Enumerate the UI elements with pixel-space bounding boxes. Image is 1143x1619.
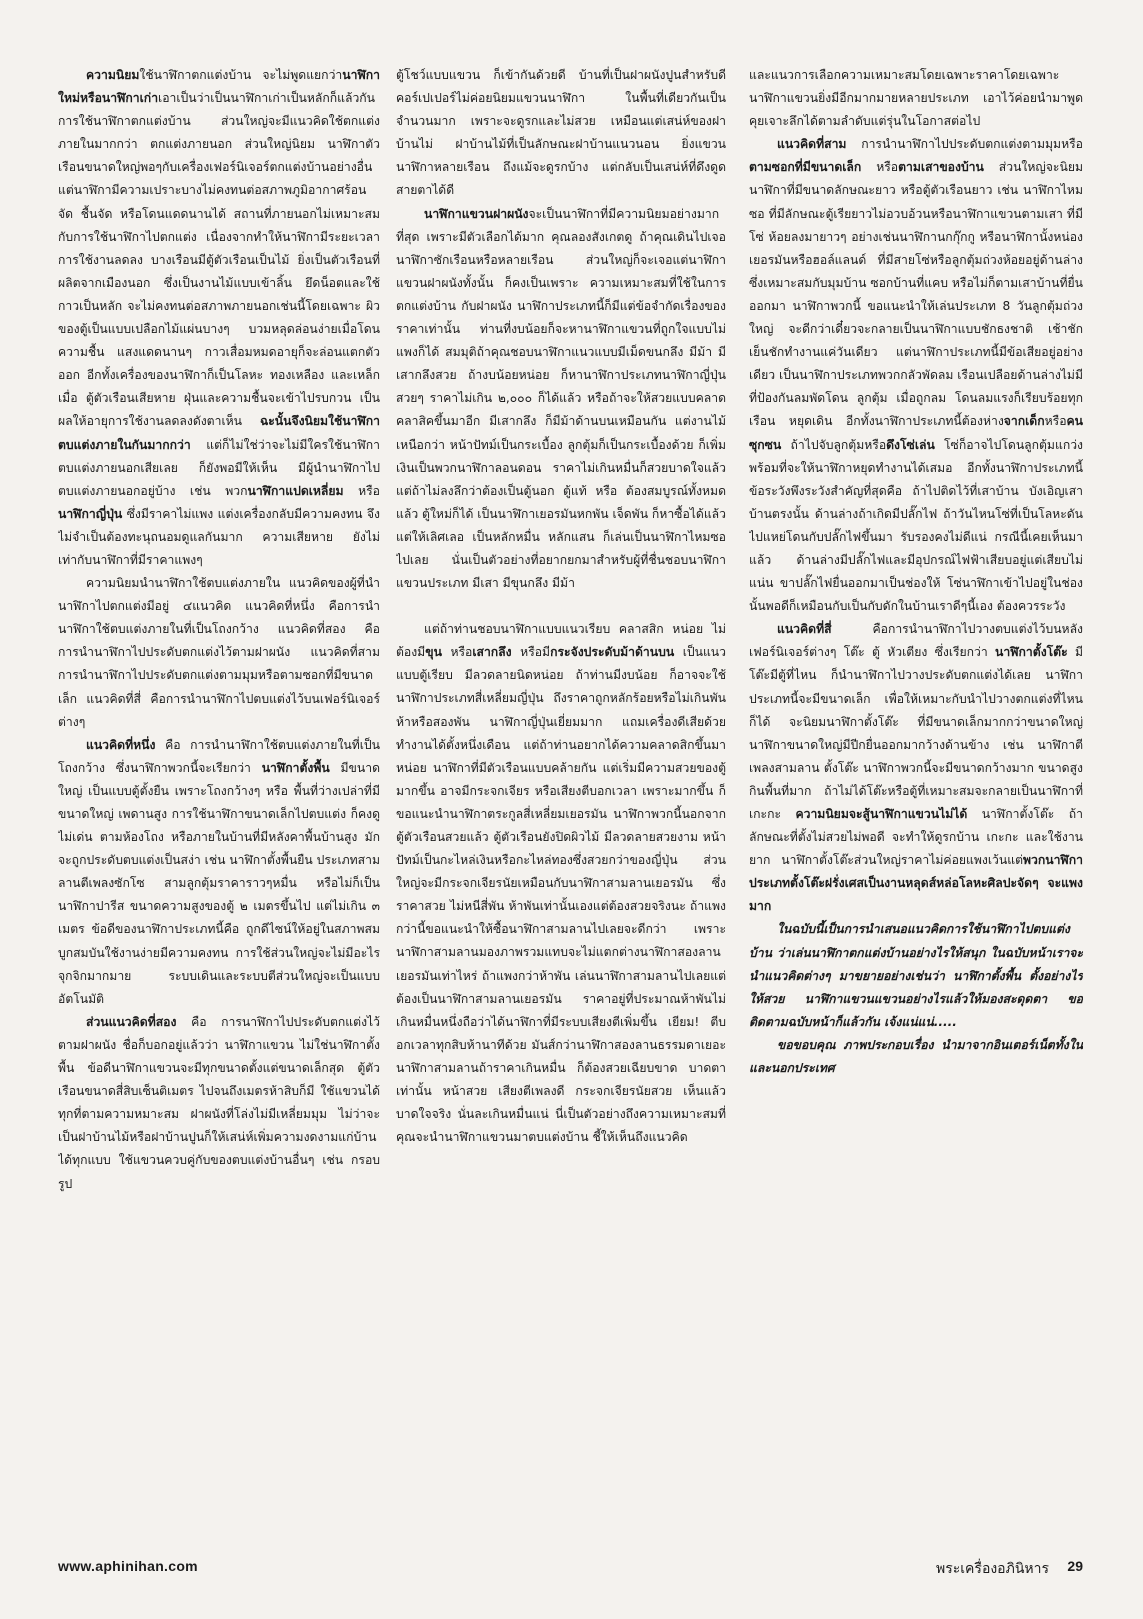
emphasis-text: กระจังประดับม้าด้านบน <box>550 645 675 660</box>
emphasis-text: ฉะนั้นจึงนิยมใช้นาฬิกาตบแต่งภายในกันมากกว่า <box>58 414 380 452</box>
paragraph <box>58 572 380 734</box>
emphasis-text: นาฬิกาแขวนฝาผนัง <box>424 206 529 221</box>
emphasis-text: นาฬิกาตั้งโต๊ะ <box>995 645 1068 660</box>
paragraph <box>396 64 726 203</box>
emphasis-text: แนวคิดที่หนึ่ง <box>86 737 156 752</box>
credits-paragraph <box>749 1034 1083 1080</box>
body-text: แต่ก็ไม่ใช่ว่าจะไม่มีใครใช้นาฬิกาตบแต่งภายนอกเสียเลย ก็ยังพอมีให้เห็น มีผู้นำนาฬิกาไปตบแต่งภายนอกอยู่บ้าง เช่น พวก <box>58 437 380 498</box>
paragraph <box>58 64 380 572</box>
emphasis-text: ตามเสาของบ้าน <box>898 160 984 175</box>
body-text: ใช้นาฬิกาตกแต่งบ้าน จะไม่พูดแยกว่า <box>139 68 343 82</box>
body-text: หรือ <box>1044 414 1067 429</box>
italic-text: ในฉบับนี้เป็นการนำเสนอแนวคิดการใช้นาฬิกาไปตบแต่งบ้าน ว่าเล่นนาฬิกาตกแต่งบ้านอย่างไรให้สนุก ในฉบับหน้าเราจะนำแนวคิดต่างๆ มาขยายอย่างเช่นว่า นาฬิกาตั้งพื้น ตั้งอย่างไรให้สวย นาฬิกาแขวนแขวนอย่างไรแล้วให้มองสะดุดตา ขอติดตามฉบับหน้าก็แล้วกัน เจ้งแน่แน่..... <box>749 922 1083 1029</box>
closing-paragraph <box>749 918 1083 1033</box>
emphasis-text: แนวคิดที่สี่ <box>777 622 832 637</box>
emphasis-text: นาฬิกาญี่ปุ่น <box>58 506 123 521</box>
body-text: หรือ <box>441 645 473 660</box>
emphasis-text: จากเด็ก <box>1003 414 1045 429</box>
body-text: ความนิยมนำนาฬิกาใช้ตบแต่งภายใน แนวคิดของผู้ที่นำนาฬิกาไปตกแต่งมีอยู่ ๔แนวคิด แนวคิดที่หนึ่ง คือการนำนาฬิกาใช้ตบแต่งภายในที่เป็นโถงกว้าง แนวคิดที่สอง คือ การนำนาฬิกาไปประดับตกแต่งไว้ตามฝาผนัง แนวคิดที่สาม การนำนาฬิกาไปประดับตกแต่งตามมุมหรือตามซอกที่มีขนาดเล็ก แนวคิดที่สี่ คือการนำนาฬิกาไปตบแต่งไว้บนเฟอร์นิเจอร์ต่างๆ <box>58 576 380 729</box>
body-text: คือการนำนาฬิกาไปวางตบแต่งไว้บนหลังเฟอร์นิเจอร์ต่างๆ โต๊ะ ตู้ หัวเตียง ซึ่งเรียกว่า <box>749 622 1083 660</box>
emphasis-text: นาฬิกาแปดเหลี่ยม <box>247 483 344 498</box>
emphasis-text: นาฬิกาใหม่หรือนาฬิกาเก่า <box>58 68 380 106</box>
body-text: คือ การนาฬิกาไปประดับตกแต่งไว้ตามฝาผนัง ชื่อก็บอกอยู่แล้วว่า นาฬิกาแขวน ไม่ใช่นาฬิกาตั้งพื้น ข้อดีนาฬิกาแขวนจะมีทุกขนาดตั้งแต่ขนาดเล็กสุด ตู้ตัวเรือนขนาดสี่สิบเซ็นติเมตร ไปจนถึงเมตรห้าสิบก็มี ใช้แขวนได้ทุกที่ตามความหมาะสม ฝาผนังที่โล่งไม่มีเหลี่ยมมุม ไม่ว่าจะเป็นฝาบ้านไม้หรือฝาบ้านปูนก็ให้เสน่ห์เพิ่มความงดงามแก่บ้านได้ทุกแบบ ใช้แขวนควบคู่กับของตบแต่งบ้านอื่นๆ เช่น กรอบรูป <box>58 1014 380 1191</box>
body-text: ถ้าไปจับลูกตุ้มหรือ <box>781 437 887 452</box>
article-column-2 <box>396 64 726 1554</box>
emphasis-text: ดึงโซ่เล่น <box>886 437 935 452</box>
paragraph <box>58 1011 380 1196</box>
body-text: มีโต๊ะมีตู้ที่ไหน ก็นำนาฬิกาไปวางประดับตกแต่งได้เลย นาฬิกาประเภทนี้จะมีขนาดเล็ก เพื่อให้เหมาะกับนำไปวางตกแต่งที่ไหนก็ได้ จะนิยมนาฬิกาตั้งโต๊ะ ที่มีขนาดเล็กมากกว่าขนาดใหญ่ นาฬิกาขนาดใหญ่มีปีกยื่นออกมากว้างด้านข้าง เช่น นาฬิกาตีเพลงสามลาน ตั้งโต๊ะ นาฬิกาพวกนี้จะมีขนาดกว้างมาก ขนาดสูง กินพื้นที่มาก ถ้าไม่ได้โต๊ะหรือตู้ที่เหมาะสมจะกลายเป็นนาฬิกาที่เกะกะ <box>749 645 1083 821</box>
page-number: 29 <box>1067 1558 1083 1574</box>
page-footer <box>58 1558 1083 1582</box>
body-text: การนำนาฬิกาไปประดับตกแต่งตามมุมหรือ <box>846 137 1083 152</box>
paragraph <box>396 203 726 596</box>
website-url[interactable]: www.aphinihan.com <box>58 1558 198 1574</box>
body-text: ส่วนใหญ่จะนิยมนาฬิกาที่มีขนาดลักษณะยาว หรือตู้ตัวเรือนยาว เช่น นาฬิกาไหมซอ ที่มีลักษณะตู้เรียยาวไม่อวบอ้วนหรือนาฬิกาแขวนตามเสา ที่มีโซ่ ห้อยลงมายาวๆ อย่างเช่นนาฬิกานกกุ๊กกู หรือนาฬิกานั้งหน่องเยอรมันหรือฮอล์แลนด์ ที่มีสายโซ่หรือลูกตุ้มถ่วงห้อยอยู่ด้านล่าง ซึ่งเหมาะสมกับมุมบ้าน ซอกบ้านที่แคบ หรือไม่ก็ตามเสาบ้านที่ยื่นออกมา นาฬิกาพวกนี้ ขอแนะนำให้เล่นประเภท 8 วันลูกตุ้มถ่วงใหญ่ จะดีกว่าเดี๋ยวจะกลายเป็นนาฬิกาแบบชักธงชาติ เช้าชัก เย็นชักทำงานแค่วันเดียว แต่นาฬิกาประเภทนี้มีข้อเสียอยู่อย่างเดียว เป็นนาฬิกาประเภทพวกกลัวพัดลม เรือนเปลือยด้านล่างไม่มีที่ป้องกันลมพัดโดน ลูกตุ้ม เมื่อถูกลม โดนลมแรงก็เรียบร้อยทุกเรือน หยุดเดิน อีกทั้งนาฬิกาประเภทนี้ต้องห่าง <box>749 160 1083 429</box>
article-column-3 <box>749 64 1083 1554</box>
article-column-1 <box>58 64 380 1554</box>
body-text: คือ การนำนาฬิกาใช้ตบแต่งภายในที่เป็นโถงกว้าง ซึ่งนาฬิกาพวกนี้จะเรียกว่า <box>58 737 380 775</box>
body-text: จะเป็นนาฬิกาที่มีความนิยมอย่างมากที่สุด เพราะมีตัวเลือกได้มาก คุณลองสังเกตดู ถ้าคุณเดินไปเจอนาฬิกาซักเรือนหรือหลายเรือน ส่วนใหญ่ก็จะเจอแต่นาฬิกาแขวนฝาผนังทั้งนั้น ก็คงเป็นเพราะ ความเหมาะสมที่ใช้ในการตกแต่งบ้าน กับฝาผนัง นาฬิกาประเภทนี้ก็มีแต่ข้อจำกัดเรื่องของ ราคาเท่านั้น ท่านที่งบน้อยก็จะหานาฬิกาแขวนที่ถูกใจแบบไม่แพงก็ได้ สมมุติถ้าคุณชอบนาฬิกาแนวแบบมีเม็ดขนกลึง มีม้า มีเสากลึงสวย ถ้างบน้อยหน่อย ก็หานาฬิกาประเภทนาฬิกาญี่ปุ่นสวยๆ ราคาไม่เกิน ๒,๐๐๐ ก็ได้แล้ว หรือถ้าจะให้สวยแบบคลาดคลาสิคขึ้นมาอีก มีเสากลึง ก็มีม้าด้านบนเหมือนกัน แต่งานไม้เหนือกว่า หน้าปัทม์เป็นกระเบื้อง ลูกตุ้มก็เป็นกระเบื้องด้วย ก็เพิ่มเงินเป็นพวกนาฬิกาลอนดอน ราคาไม่เกินหมื่นก็สวยบาดใจแล้ว แต่ถ้าไม่ลงลึกว่าต้องเป็นตู้นอก ตู้แท้ หรือ ต้องสมบูรณ์ทั้งหมดแล้ว ตู้ใหม่ก็ได้ เป็นนาฬิกาเยอรมันหกพัน เจ็ดพัน ก็หาซื้อได้แล้ว แต่ให้เลิศเลอ เป็นหลักหมื่น หลักแสน ก็เล่นเป็นนาฬิกาไหมซอไปเลย นั่นเป็นตัวอย่างที่อยากยกมาสำหรับผู้ที่ชื่นชอบนาฬิกาแขวนประเภท มีเสา มีขุนกลึง มีม้า <box>396 206 726 591</box>
body-text: หรือมี <box>511 645 551 660</box>
paragraph <box>749 133 1083 618</box>
body-text: หรือ <box>343 483 380 498</box>
emphasis-text: ขุน <box>425 645 442 660</box>
italic-text: ขอขอบคุณ ภาพประกอบเรื่อง นำมาจากอินเตอร์เน็ตทั้งในและนอกประเทศ <box>749 1037 1083 1076</box>
emphasis-text: นาฬิกาตั้งพื้น <box>261 760 330 775</box>
body-text: เอาเป็นว่าเป็นนาฬิกาเก่าเป็นหลักก็แล้วกัน การใช้นาฬิกาตกแต่งบ้าน ส่วนใหญ่จะมีแนวคิดใช้ตกแต่งภายในมากกว่า ตกแต่งภายนอก ส่วนใหญ่นิยม นาฬิกาตัวเรือนขนาดใหญ่พอๆกับเครื่องเฟอร์นิเจอร์ตกแต่งบ้านอย่างอื่น แต่นาฬิกามีความเปราะบางไม่คงทนต่อสภาพภูมิอากาศร้อนจัด ชื้นจัด หรือโดนแดดนานได้ สถานที่ภายนอกไม่เหมาะสมกับการใช้นาฬิกาไปตกแต่ง เนื่องจากทำให้นาฬิกามีระยะเวลาการใช้งานลดลง บางเรือนมีตู้ตัวเรือนเป็นไม้ ยิ่งเป็นตัวเรือนที่ผลิตจากเมืองนอก ซึ่งเป็นงานไม้แบบเข้าลิ้น ยึดน็อตและใช้กาวเป็นหลัก จะไม่คงทนต่อสภาพภายนอกเช่นนี้โดยเฉพาะ ผิวของตู้เป็นแบบเปลือกไม้แผ่นบางๆ บวมหลุดล่อนง่ายเมื่อโดนความชื้น แสงแดดนานๆ กาวเสื่อมหมดอายุก็จะล่อนแตกตัวออก อีกทั้งเครื่องของนาฬิกาก็เป็นโลหะ ทองเหลือง และเหล็ก เมื่อ ตู้ตัวเรือนเสียหาย ฝุ่นและความชื้นจะเข้าไปรบกวน เป็นผลให้อายุการใช้งานลดลงดังตาเห็น <box>58 91 380 429</box>
paragraph <box>58 734 380 1011</box>
emphasis-text: แนวคิดที่สาม <box>777 137 847 152</box>
body-text: โซ่ก็อาจไปโดนลูกตุ้มแกว่งพร้อมที่จะให้นาฬิกาหยุดทำงานได้เสมอ อีกทั้งนาฬิกาประเภทนี้ข้อระวังพึงระวังสำคัญที่สุดคือ ถ้าไปติดไว้ที่เสาบ้าน บังเอิญเสาบ้านตรงนั้น ด้านล่างถ้าเกิดมีปลั๊กไฟ ถ้าวันไหนโซ่ที่เป็นโลหะดันไปแหย่โดนกับปลั๊กไฟขึ้นมา รับรองคงไม่ดีแน่ กรณีนี้เคยเห็นมาแล้ว ด้านล่างมีปลั๊กไฟและมีอุปกรณ์ไฟฟ้าเสียบอยู่แต่เสียบไม่แน่น ขาปลั๊กไฟยื่นออกมาเป็นช่องให้ โซ่นาฬิกาเข้าไปอยู่ในช่องนั้นพอดีก็เหมือนกับเป็นกับดักในบ้านเราดีๆนี้เอง ต้องควรระวัง <box>749 437 1083 614</box>
body-text: และแนวการเลือกความเหมาะสมโดยเฉพาะราคาโดยเฉพาะนาฬิกาแขวนยิ่งมีอีกมากมายหลายประเภท เอาไว้ค่อยนำมาพูดคุยเจาะลึกได้ตามลำดับแต่รุ่นในโอกาสต่อไป <box>749 68 1083 129</box>
emphasis-text: ตามซอกที่มีขนาดเล็ก <box>749 160 862 175</box>
paragraph <box>396 618 726 1149</box>
body-text: ตู้โชว์แบบแขวน ก็เข้ากันด้วยดี บ้านที่เป็นฝาผนังปูนสำหรับดีคอร์เปเปอร์ไม่ค่อยนิยมแขวนนาฬิกา ในพื้นที่เดียวกันเป็นจำนวนมาก เพราะจะดูรกและไม่สวย เหมือนแต่เสน่ห์ของฝาบ้านไม่ ฝาบ้านไม้ที่เป็นลักษณะฝาบ้านแนวนอน ยิ่งแขวนนาฬิกาหลายเรือน ถึงแม้จะดูรกบ้าง แต่กลับเป็นเสน่ห์ที่ดึงดูดสายตาได้ดี <box>396 68 726 198</box>
emphasis-text: พวกนาฬิกาประเภทตั้งโต๊ะฝรั่งเศสเป็นงานหลุดส์หล่อโลหะศิลปะจัดๆ จะแพงมาก <box>749 853 1083 914</box>
emphasis-text: ส่วนแนวคิดที่สอง <box>86 1014 177 1029</box>
emphasis-text: ความนิยมจะสู้นาฬิกาแขวนไม่ได้ <box>795 807 968 821</box>
paragraph <box>749 618 1083 918</box>
body-text: มีขนาดใหญ่ เป็นแบบตู้ตั้งยืน เพราะโถงกว้างๆ หรือ พื้นที่ว่างเปล่าที่มีขนาดใหญ่ เพดานสูง การใช้นาฬิกาขนาดเล็กไปตบแต่ง ก็คงดูไม่เด่น ตามห้องโถง หรือภายในบ้านที่มีหลังคาพื้นบ้านสูง มักจะถูกประดับตบแต่งเป็นสง่า เช่น นาฬิกาตั้งพื้นยืน ประเภทสามลานตีเพลงซักโซ สามลูกตุ้มราคาราวๆหมื่น หรือไม่ก็เป็นนาฬิกาปารีส ขนาดความสูงของตู้ ๒ เมตรขึ้นไป แต่ไม่เกิน ๓ เมตร ข้อดีของนาฬิกาประเภทนี้คือ ถูกดีไซน์ให้อยู่ในสภาพสมบูกสมบันใช้งานง่ายมีความคงทน การใช้ส่วนใหญ่จะไม่มีอะไรจุกจิกมากมาย ระบบเดินและระบบตีส่วนใหญ่จะเป็นแบบอัตโนมัติ <box>58 760 380 1006</box>
magazine-name: พระเครื่องอภินิหาร <box>936 1560 1049 1576</box>
body-text: หรือ <box>861 160 899 175</box>
body-text: ซึ่งมีราคาไม่แพง แต่งเครื่องกลับมีความคงทน จึงไม่จำเป็นต้องทะนุถนอมดูแลกันมาก ความเสียหาย ยังไม่เท่ากับนาฬิกาที่มีราคาแพงๆ <box>58 506 380 567</box>
body-text: เป็นแนวแบบตู้เรียบ มีลวดลายนิดหน่อย ถ้าท่านมีงบน้อย ก็อาจจะใช้นาฬิกาประเภทสี่เหลี่ยมญี่ปุ่น ถึงราคาถูกหลักร้อยหรือไม่เกินพันห้าหรือสองพัน นาฬิกาญี่ปุ่นเยี่ยมมาก แถมเครื่องดีเสียด้วย ทำงานได้ตั้งหนึ่งเดือน แต่ถ้าท่านอยากได้ความคลาดสิกขึ้นมาหน่อย นาฬิกาที่มีตัวเรือนแบบคล้ายกัน แต่เริ่มมีความสวยของตู้มากขึ้น อาจมีกระจกเจียร หรือเสียงตีบอกเวลา เพราะมากขึ้น ก็ขอแนะนำนาฬิกาตระกูลสี่เหลี่ยมเยอรมัน นาฬิกาพวกนี้นอกจากตู้ตัวเรือนสวยแล้ว ตู้ตัวเรือนยังปิดผิวไม้ มีลวดลายสวยงาม หน้าปัทม์เป็นกะไหล่เงินหรือกะไหล่ทองซึ่งสวยกว่าของญี่ปุ่น ส่วนใหญ่จะมีกระจกเจียรนัยเหมือนกับนาฬิกาสามลานเยอรมัน ซึ่งราคาสวย ไม่หนีสี่พัน ห้าพันเท่านั้นเองแต่ต้องสวยจริงนะ ถ้าแพงกว่านี้ขอแนะนำให้ซื้อนาฬิกาสามลานไปเลยจะดีกว่า เพราะนาฬิกาสามลานมองภาพรวมแทบจะไม่แตกต่างนาฬิกาสองลานเยอรมันเท่าไหร่ ถ้าแพงกว่าห้าพัน เล่นนาฬิกาสามลานไปเลยแต่ต้องเป็นนาฬิกาสามลานเยอรมัน ราคาอยู่ที่ประมาณห้าพันไม่เกินหมื่นหนึ่งถือว่าได้นาฬิกาที่มีระบบเสียงตีเพิ่มขึ้น เยียม! ตีบอกเวลาทุกสิบห้านาทีด้วย มันส์กว่านาฬิกาสองลานธรรมดาเยอะ นาฬิกาสามลานถ้าราคาเกินหมื่น ก็ต้องสวยเฉียบขาด บาดตาเท่านั้น หน้าสวย เสียงตีเพลงดี กระจกเจียรนัยสวย เห็นแล้วบาดใจจริง นั่นละเกินหมื่นแน่ นี่เป็นตัวอย่างถึงความเหมาะสมที่คุณจะนำนาฬิกาแขวนมาตบแต่งบ้าน ชี้ให้เห็นถึงแนวคิด <box>396 645 726 1145</box>
paragraph <box>749 64 1083 133</box>
emphasis-text: คนซุกซน <box>749 414 1083 452</box>
body-text: นาฬิกาตั้งโต๊ะ ถ้าลักษณะที่ตั้งไม่สวยไม่พอดี จะทำให้ดูรกบ้าน เกะกะ และใช้งานยาก นาฬิกาตั้งโต๊ะส่วนใหญ่ราคาไม่ค่อยแพงเว้นแต่ <box>749 807 1083 868</box>
emphasis-text: เสากลึง <box>472 645 512 660</box>
emphasis-text: ความนิยม <box>86 68 140 82</box>
body-text: แต่ถ้าท่านชอบนาฬิกาแบบแนวเรียบ คลาสสิก หน่อย ไม่ต้องมี <box>396 622 726 660</box>
